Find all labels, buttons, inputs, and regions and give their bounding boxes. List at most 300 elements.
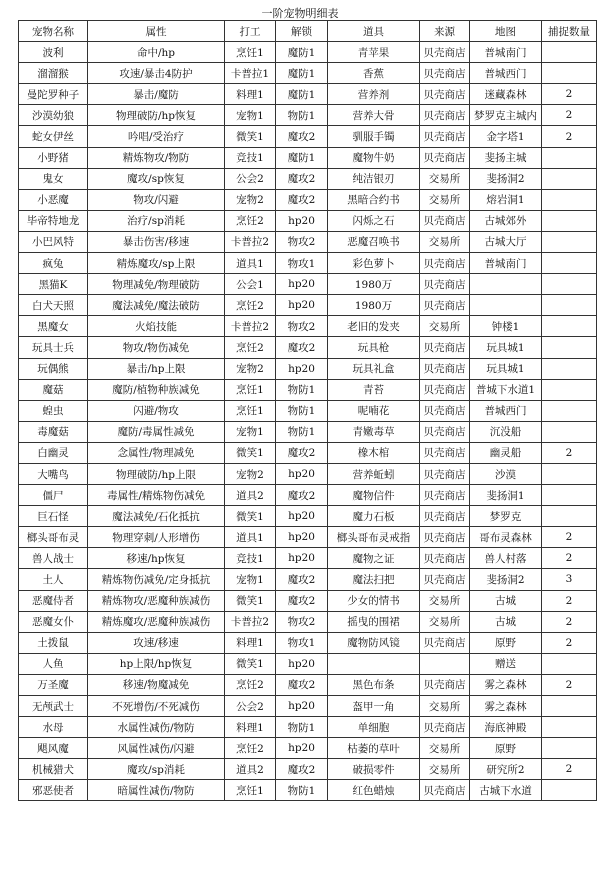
table-cell: 卡普拉2 [225,611,276,632]
table-cell: 贝壳商店 [420,379,470,400]
table-cell: 金字塔1 [470,126,542,147]
table-cell: 道具2 [225,485,276,506]
table-cell: 破损零件 [328,759,420,780]
table-cell: 物攻1 [276,632,328,653]
table-row [19,590,597,611]
table-cell: 海底神殿 [470,717,542,738]
table-cell: 黑色布条 [328,674,420,695]
table-row [19,421,597,442]
table-cell: 毕帝特地龙 [19,210,88,231]
table-cell: 3 [542,569,597,590]
table-cell: 烹饪2 [225,738,276,759]
table-cell: 物攻/物伤减免 [88,337,225,358]
table-cell [542,506,597,527]
table-cell: 2 [542,548,597,569]
table-cell: 邪恶使者 [19,780,88,801]
table-row [19,147,597,168]
table-cell: 疯兔 [19,253,88,274]
table-cell: 枯萎的草叶 [328,738,420,759]
table-cell: 交易所 [420,590,470,611]
table-cell: 巨石怪 [19,506,88,527]
table-cell: 普城下水道1 [470,379,542,400]
table-cell: 卡普拉1 [225,63,276,84]
table-row [19,295,597,316]
table-cell [542,210,597,231]
table-cell: 精炼魔攻/恶魔种族减伤 [88,611,225,632]
table-cell [542,147,597,168]
table-cell: 恶魔召唤书 [328,231,420,252]
table-cell: hp20 [276,274,328,295]
table-cell: 公会1 [225,274,276,295]
table-header-row [19,21,597,42]
table-cell [542,400,597,421]
table-cell: 精炼物伤减免/定身抵抗 [88,569,225,590]
table-cell: 移速/hp恢复 [88,548,225,569]
table-cell: 物攻2 [276,231,328,252]
table-row [19,506,597,527]
table-cell: 魔攻2 [276,337,328,358]
table-cell: 精炼物攻/恶魔种族减伤 [88,590,225,611]
table-cell: 斐扬主城 [470,147,542,168]
table-cell: 白犬天照 [19,295,88,316]
table-cell: 魔攻2 [276,674,328,695]
table-cell: 魔攻/sp恢复 [88,168,225,189]
table-cell: 物防1 [276,379,328,400]
table-cell: 2 [542,126,597,147]
table-cell: 小恶魔 [19,189,88,210]
table-cell [542,485,597,506]
table-cell: 贝壳商店 [420,569,470,590]
table-cell: 贝壳商店 [420,463,470,484]
table-cell: 雾之森林 [470,696,542,717]
table-cell: 梦罗克主城内 [470,105,542,126]
table-cell: 贝壳商店 [420,400,470,421]
table-cell: 青苹果 [328,42,420,63]
table-cell: 微笑1 [225,590,276,611]
table-cell: 1980万 [328,295,420,316]
table-cell: 魔攻2 [276,189,328,210]
table-cell: 青嫩毒草 [328,421,420,442]
header-cell: 宠物名称 [19,21,88,42]
table-cell [542,337,597,358]
table-row [19,231,597,252]
table-cell: 贝壳商店 [420,147,470,168]
table-body [19,42,597,801]
table-cell: 烹饪2 [225,337,276,358]
table-cell: 古城 [470,590,542,611]
table-cell: 玩具城1 [470,337,542,358]
table-cell: 土人 [19,569,88,590]
table-cell: 赠送 [470,653,542,674]
table-cell: 贝壳商店 [420,506,470,527]
table-cell: 物理减免/物理破防 [88,274,225,295]
table-cell: 贝壳商店 [420,63,470,84]
table-cell: 人鱼 [19,653,88,674]
table-cell: 2 [542,442,597,463]
table-cell: 纯洁银刃 [328,168,420,189]
table-cell: 黑魔女 [19,316,88,337]
table-row [19,674,597,695]
table-cell: 魔防1 [276,147,328,168]
table-cell: 雾之森林 [470,674,542,695]
table-cell: 2 [542,759,597,780]
table-cell: hp20 [276,506,328,527]
table-cell: 古城下水道 [470,780,542,801]
table-cell [542,653,597,674]
table-row [19,696,597,717]
table-cell: 移速/物魔减免 [88,674,225,695]
table-cell: 道具1 [225,253,276,274]
table-cell: 烹饪2 [225,210,276,231]
table-row [19,253,597,274]
table-cell: 交易所 [420,738,470,759]
table-cell: 飓风魔 [19,738,88,759]
table-cell: 魔攻2 [276,168,328,189]
table-cell: 榔头哥布灵戒指 [328,527,420,548]
table-cell: 精炼物攻/物防 [88,147,225,168]
table-cell: 毒魔菇 [19,421,88,442]
table-cell: 宠物2 [225,189,276,210]
table-title: 一阶宠物明细表 [261,7,339,20]
table-cell: 魔物信件 [328,485,420,506]
table-cell: 治疗/sp消耗 [88,210,225,231]
table-cell: 暗属性减伤/物防 [88,780,225,801]
table-cell: hp20 [276,358,328,379]
table-cell: 小野猪 [19,147,88,168]
table-cell: 彩色萝卜 [328,253,420,274]
table-cell: 微笑1 [225,506,276,527]
table-cell: 溜溜猴 [19,63,88,84]
table-cell: 呢喃花 [328,400,420,421]
table-cell: 古城大厅 [470,231,542,252]
header-cell: 属性 [88,21,225,42]
table-cell: 魔防/毒属性减免 [88,421,225,442]
table-cell: 盔甲一角 [328,696,420,717]
table-row [19,358,597,379]
table-cell: 不死增伤/不死减伤 [88,696,225,717]
table-cell: 贝壳商店 [420,210,470,231]
table-cell: 原野 [470,632,542,653]
table-cell: 蝗虫 [19,400,88,421]
table-cell [542,253,597,274]
table-cell [542,463,597,484]
table-cell: 物防1 [276,400,328,421]
table-cell: 机械猎犬 [19,759,88,780]
table-cell: 贝壳商店 [420,42,470,63]
table-cell: 2 [542,105,597,126]
table-cell: 毒属性/精炼物伤减免 [88,485,225,506]
table-cell: 贝壳商店 [420,274,470,295]
table-cell: 交易所 [420,611,470,632]
table-cell: 攻速/暴击4防护 [88,63,225,84]
table-cell [542,42,597,63]
table-cell: 梦罗克 [470,506,542,527]
table-cell [542,316,597,337]
table-cell: 普城西门 [470,400,542,421]
table-row [19,611,597,632]
table-cell: hp20 [276,463,328,484]
table-cell: 贝壳商店 [420,780,470,801]
table-cell: 魔攻2 [276,485,328,506]
table-cell: 贝壳商店 [420,674,470,695]
table-cell: 贝壳商店 [420,632,470,653]
table-cell: 交易所 [420,168,470,189]
table-row [19,337,597,358]
table-cell: 物理破防/hp上限 [88,463,225,484]
table-cell: 烹饪2 [225,295,276,316]
table-cell: 烹饪1 [225,780,276,801]
table-cell: 贝壳商店 [420,358,470,379]
table-cell: 青苔 [328,379,420,400]
table-cell: 物攻2 [276,316,328,337]
table-cell: 烹饪1 [225,400,276,421]
table-cell: 精炼魔攻/sp上限 [88,253,225,274]
table-cell: 物防1 [276,421,328,442]
table-row [19,379,597,400]
table-cell: 玩具士兵 [19,337,88,358]
table-cell [542,738,597,759]
table-cell: 黑暗合约书 [328,189,420,210]
table-cell: 魔物牛奶 [328,147,420,168]
table-cell: 攻速/移速 [88,632,225,653]
table-cell: hp上限/hp恢复 [88,653,225,674]
table-cell: 2 [542,527,597,548]
table-cell [470,295,542,316]
table-cell: 魔物之证 [328,548,420,569]
table-row [19,168,597,189]
table-cell: 微笑1 [225,126,276,147]
table-cell: 古城郊外 [470,210,542,231]
table-cell [542,295,597,316]
table-cell: 宠物2 [225,358,276,379]
table-cell: 土拨鼠 [19,632,88,653]
table-cell: 暴击/魔防 [88,84,225,105]
table-cell: 迷藏森林 [470,84,542,105]
table-cell: 沉没船 [470,421,542,442]
table-cell: 贝壳商店 [420,717,470,738]
table-cell: 榔头哥布灵 [19,527,88,548]
table-cell: 魔法扫把 [328,569,420,590]
table-cell: 普城南门 [470,42,542,63]
table-cell [542,274,597,295]
table-cell [420,653,470,674]
table-cell: 贝壳商店 [420,126,470,147]
table-cell: 烹饪2 [225,674,276,695]
table-cell: hp20 [276,696,328,717]
table-cell: 沙漠 [470,463,542,484]
table-cell [328,653,420,674]
table-cell: 交易所 [420,189,470,210]
table-cell: 魔攻2 [276,442,328,463]
header-cell: 捕捉数量 [542,21,597,42]
table-cell: 宠物1 [225,569,276,590]
table-cell: 道具2 [225,759,276,780]
table-cell: 玩具枪 [328,337,420,358]
table-cell: 交易所 [420,316,470,337]
table-cell: 竞技1 [225,147,276,168]
table-cell: 橡木棺 [328,442,420,463]
table-cell [542,358,597,379]
table-cell: hp20 [276,548,328,569]
table-cell: 贝壳商店 [420,421,470,442]
table-cell: 风属性减伤/闪避 [88,738,225,759]
table-cell: 魔攻2 [276,126,328,147]
table-cell: 烹饪1 [225,42,276,63]
table-cell: 火焰技能 [88,316,225,337]
table-cell: 万圣魔 [19,674,88,695]
table-cell [542,231,597,252]
table-cell: 物防1 [276,105,328,126]
table-cell: hp20 [276,653,328,674]
table-cell: 烹饪1 [225,379,276,400]
table-row [19,316,597,337]
table-cell: 贝壳商店 [420,442,470,463]
table-cell: 玩具礼盒 [328,358,420,379]
table-row [19,485,597,506]
table-cell: 闪避/物攻 [88,400,225,421]
table-cell: 物理穿刺/人形增伤 [88,527,225,548]
table-cell: 摇曳的围裙 [328,611,420,632]
table-cell: 水属性减伤/物防 [88,717,225,738]
table-cell: 魔物防风镜 [328,632,420,653]
table-cell [542,63,597,84]
table-cell [542,421,597,442]
table-cell: 命中/hp [88,42,225,63]
table-cell: 物理破防/hp恢复 [88,105,225,126]
table-cell: 贝壳商店 [420,337,470,358]
table-cell: 1980万 [328,274,420,295]
table-cell: 小巴风特 [19,231,88,252]
table-cell: 卡普拉2 [225,231,276,252]
table-cell: 竞技1 [225,548,276,569]
table-cell: 哥布灵森林 [470,527,542,548]
table-cell: hp20 [276,738,328,759]
table-cell: hp20 [276,295,328,316]
table-cell: 原野 [470,738,542,759]
table-cell: 恶魔女仆 [19,611,88,632]
table-cell: 2 [542,611,597,632]
table-cell: 兽人村落 [470,548,542,569]
table-row [19,632,597,653]
table-cell: 魔防1 [276,84,328,105]
table-cell [542,379,597,400]
table-row [19,527,597,548]
table-cell: 闪烁之石 [328,210,420,231]
table-cell: 幽灵船 [470,442,542,463]
table-row [19,105,597,126]
table-cell [542,189,597,210]
table-row [19,126,597,147]
table-cell: 物防1 [276,717,328,738]
table-row [19,569,597,590]
table-cell: 斐扬洞2 [470,168,542,189]
table-cell: 老旧的发夹 [328,316,420,337]
table-cell: 魔菇 [19,379,88,400]
table-cell: 贝壳商店 [420,548,470,569]
table-cell: 古城 [470,611,542,632]
table-cell [542,780,597,801]
table-row [19,400,597,421]
table-cell: 魔攻/sp消耗 [88,759,225,780]
table-cell: 料理1 [225,632,276,653]
table-cell: 宠物1 [225,421,276,442]
table-cell: 钟楼1 [470,316,542,337]
table-cell [542,168,597,189]
table-cell: 魔攻2 [276,590,328,611]
table-cell: 贝壳商店 [420,253,470,274]
table-row [19,738,597,759]
table-cell: 普城南门 [470,253,542,274]
table-cell: 玩偶熊 [19,358,88,379]
table-cell: 魔防1 [276,42,328,63]
table-row [19,759,597,780]
table-cell: 驯服手镯 [328,126,420,147]
table-cell: 2 [542,674,597,695]
table-cell: 物攻1 [276,253,328,274]
table-cell: 恶魔侍者 [19,590,88,611]
table-cell: 暴击/hp上限 [88,358,225,379]
table-cell: 宠物2 [225,463,276,484]
table-cell: 普城西门 [470,63,542,84]
table-cell: 波利 [19,42,88,63]
header-cell: 地图 [470,21,542,42]
table-cell: 鬼女 [19,168,88,189]
table-cell: 料理1 [225,84,276,105]
table-cell: 魔法减免/石化抵抗 [88,506,225,527]
table-cell [470,274,542,295]
table-row [19,274,597,295]
table-cell: 曼陀罗种子 [19,84,88,105]
table-cell [542,696,597,717]
header-cell: 打工 [225,21,276,42]
pet-table [18,20,597,801]
table-cell: 魔防/植物种族减免 [88,379,225,400]
table-cell: 公会2 [225,168,276,189]
table-cell: 公会2 [225,696,276,717]
table-cell: 少女的情书 [328,590,420,611]
table-cell: 蛇女伊丝 [19,126,88,147]
table-cell: 交易所 [420,696,470,717]
table-cell: 兽人战士 [19,548,88,569]
table-cell: 香蕉 [328,63,420,84]
table-cell: 贝壳商店 [420,105,470,126]
table-cell [542,717,597,738]
table-cell: 玩具城1 [470,358,542,379]
table-cell: 交易所 [420,231,470,252]
header-cell: 来源 [420,21,470,42]
table-cell: 魔力石板 [328,506,420,527]
table-cell: hp20 [276,210,328,231]
table-cell: 2 [542,590,597,611]
table-row [19,780,597,801]
table-cell: 水母 [19,717,88,738]
table-cell: 贝壳商店 [420,527,470,548]
table-cell: 微笑1 [225,442,276,463]
table-cell: 2 [542,84,597,105]
table-cell: 物攻/闪避 [88,189,225,210]
table-row [19,463,597,484]
table-cell: 白幽灵 [19,442,88,463]
table-cell: 2 [542,632,597,653]
table-cell: 贝壳商店 [420,84,470,105]
table-cell: 魔法减免/魔法破防 [88,295,225,316]
table-cell: 暴击伤害/移速 [88,231,225,252]
table-row [19,63,597,84]
table-cell: 研究所2 [470,759,542,780]
table-cell: 无颅武士 [19,696,88,717]
table-cell: 营养大骨 [328,105,420,126]
table-cell: 红色蜡烛 [328,780,420,801]
